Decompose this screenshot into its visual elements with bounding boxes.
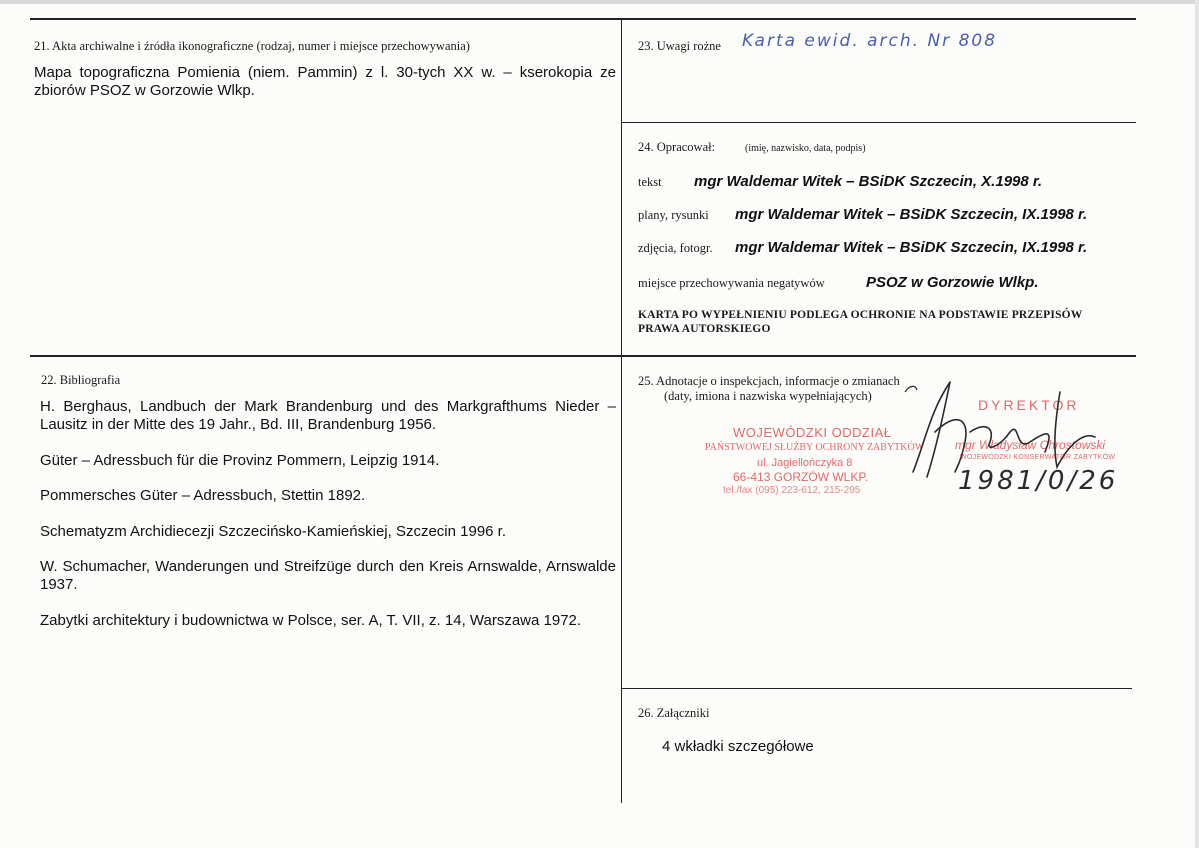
section25-label-line2: (daty, imiona i nazwiska wypełniających) [664,389,872,403]
section21-text: Mapa topograficzna Pomienia (niem. Pammin) z l. 30-tych XX w. – kserokopia ze zbiorów PSOZ w Gorzowie Wlkp. [34,64,616,99]
section21-label: 21. Akta archiwalne i źródła ikonograficzne (rodzaj, numer i miejsce przechowywania) [34,39,470,53]
author-text-label: tekst [638,175,662,189]
middle-horizontal-line [30,355,1136,357]
bibliography-entry: Zabytki architektury i budownictwa w Polsce, ser. A, T. VII, z. 14, Warszawa 1972. [40,612,582,629]
director-stamp-role: WOJEWÓDZKI KONSERWATOR ZABYTKÓW [960,454,1116,461]
negatives-location-label: miejsce przechowywania negatywów [638,276,825,290]
section22-label: 22. Bibliografia [41,373,121,387]
scan-edge-top [0,0,1199,4]
section25-bottom-line [622,688,1132,689]
bibliography-entry: W. Schumacher, Wanderungen und Streifzüge durch den Kreis Arnswalde, Arnswalde 1937. [40,558,616,593]
office-stamp-line4: 66-413 GORZÓW WLKP. [733,470,869,484]
bibliography-entry: H. Berghaus, Landbuch der Mark Brandenburg und des Markgrafthums Nieder – Lausitz in der Mitte des 19 Jahr., Bd. III, Brandenburg 1956. [40,398,616,433]
middle-divider-line [621,18,622,803]
author-plans-label: plany, rysunki [638,208,709,222]
bibliography-entry: Schematyzm Archidiecezji Szczecińsko-Kamieńskiej, Szczecin 1996 r. [40,523,507,540]
section24-label: 24. Opracował: [638,140,716,154]
office-stamp-line3: ul. Jagiellończyka 8 [757,457,853,469]
section23-bottom-line [622,122,1136,123]
director-stamp-title: DYREKTOR [978,397,1080,413]
office-stamp [705,425,925,500]
bibliography-entry: Güter – Adressbuch für die Provinz Pommern, Leipzig 1914. [40,452,440,469]
top-border-line [30,18,1136,20]
director-stamp-name: mgr Władysław Chrostowski [955,438,1106,452]
section25-label-line1: 25. Adnotacje o inspekcjach, informacje o zmianach [638,374,900,388]
copyright-notice-line2: PRAWA AUTORSKIEGO [638,323,771,335]
office-stamp-line2: PAŃSTWOWEJ SŁUŻBY OCHRONY ZABYTKÓW [705,442,925,453]
office-stamp-line5: tel./fax (095) 223-612, 215-295 [723,485,861,496]
section23-label: 23. Uwagi rożne [638,39,721,53]
section26-label: 26. Załączniki [638,706,710,720]
bibliography-entry: Pommersches Güter – Adressbuch, Stettin 1892. [40,487,366,504]
section26-text: 4 wkładki szczegółowe [662,738,814,755]
section23-handwritten-note: Karta ewid. arch. Nr 808 [742,31,998,51]
copyright-notice-line1: KARTA PO WYPEŁNIENIU PODLEGA OCHRONIE NA PODSTAWIE PRZEPISÓW [638,309,1083,321]
author-plans-value: mgr Waldemar Witek – BSiDK Szczecin, IX.1998 r. [735,206,1088,223]
author-text-value: mgr Waldemar Witek – BSiDK Szczecin, X.1998 r. [694,173,1043,190]
office-stamp-line1: WOJEWÓDZKI ODDZIAŁ [733,425,892,440]
section24-hint: (imię, nazwisko, data, podpis) [745,143,866,154]
author-photos-label: zdjęcia, fotogr. [638,241,713,255]
negatives-location-value: PSOZ w Gorzowie Wlkp. [866,274,1039,291]
author-photos-value: mgr Waldemar Witek – BSiDK Szczecin, IX.1998 r. [735,239,1088,256]
scan-edge-right [1195,0,1199,848]
handwritten-date: 1981/0/26 [958,466,1119,496]
